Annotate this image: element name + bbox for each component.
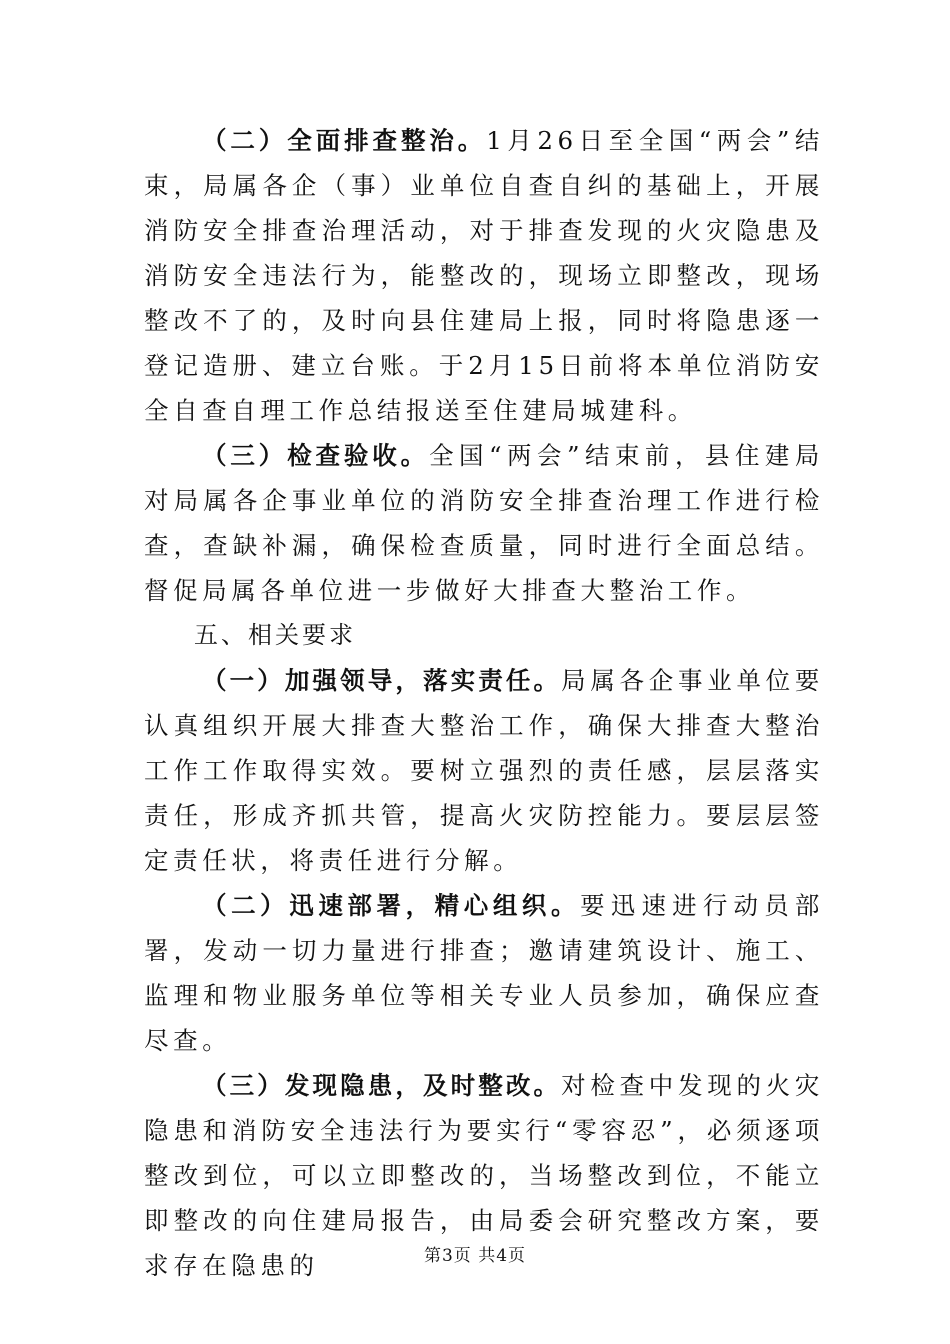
paragraph-lead: （三）发现隐患，及时整改。 — [202, 1071, 562, 1100]
section-heading: 五、相关要求 — [194, 621, 356, 649]
paragraph-text: 对检查中发现的火灾隐患和消防安全违法行为要实行“零容忍”，必须逐项整改到位，可以立即整改的，当场整改到位，不能立即整改的向住建局报告，由局委会研究整改方案，要求存在隐患的 — [144, 1071, 824, 1280]
paragraph-investigation — [144, 118, 824, 433]
paragraph-text: 要迅速进行动员部署，发动一切力量进行排查；邀请建筑设计、施工、监理和物业服务单位等相关专业人员参加，确保应查尽查。 — [144, 891, 824, 1055]
document-body — [144, 118, 824, 1288]
paragraph-text: 全国“两会”结束前，县住建局对局属各企事业单位的消防安全排查治理工作进行检查，查缺补漏，确保检查质量，同时进行全面总结。督促局属各单位进一步做好大排查大整治工作。 — [144, 441, 825, 605]
paragraph-lead: （一）加强领导，落实责任。 — [202, 666, 562, 695]
paragraph-lead: （二）迅速部署，精心组织。 — [202, 891, 581, 920]
paragraph-text: 局属各企事业单位要认真组织开展大排查大整治工作，确保大排查大整治工作工作取得实效。要树立强烈的责任感，层层落实责任，形成齐抓共管，提高火灾防控能力。要层层签定责任状，将责任进行分解。 — [144, 666, 824, 875]
paragraph-deployment — [144, 883, 824, 1063]
paragraph-leadership — [144, 658, 824, 883]
paragraph-text: 1月26日至全国“两会”结束，局属各企（事）业单位自查自纠的基础上，开展消防安全排查治理活动，对于排查发现的火灾隐患及消防安全违法行为，能整改的，现场立即整改，现场整改不了的，及时向县住建局上报，同时将隐患逐一登记造册、建立台账。于2月15日前将本单位消防安全自查自理工作总结报送至住建局城建科。 — [144, 126, 824, 425]
paragraph-acceptance — [144, 433, 824, 613]
paragraph-lead: （二）全面排查整治。 — [202, 126, 487, 155]
page-footer: 第3页 共4页 — [423, 1246, 527, 1266]
paragraph-lead: （三）检查验收。 — [202, 441, 430, 470]
